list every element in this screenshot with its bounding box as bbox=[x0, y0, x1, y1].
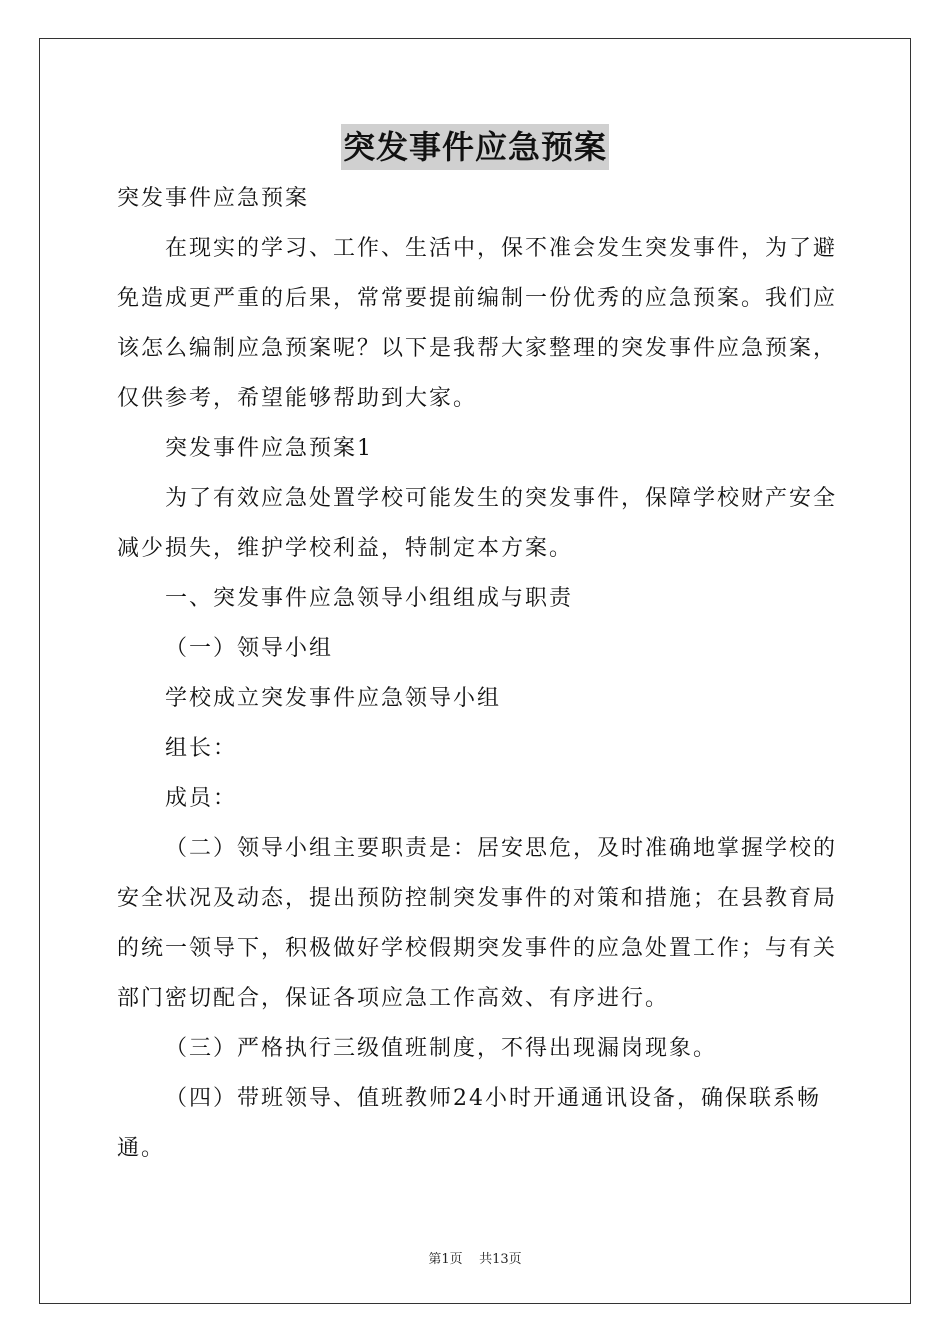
paragraph-line: 组长： bbox=[165, 736, 238, 761]
section-heading: 一、突发事件应急领导小组组成与职责 bbox=[165, 586, 574, 611]
paragraph-line: 免造成更严重的后果，常常要提前编制一份优秀的应急预案。我们应 bbox=[117, 286, 838, 311]
page-border bbox=[39, 38, 911, 1304]
document-subtitle: 突发事件应急预案 bbox=[117, 186, 310, 211]
paragraph-line: （三）严格执行三级值班制度，不得出现漏岗现象。 bbox=[165, 1036, 718, 1061]
paragraph-line: （四）带班领导、值班教师24小时开通通讯设备，确保联系畅 bbox=[165, 1086, 821, 1111]
paragraph-line: 学校成立突发事件应急领导小组 bbox=[165, 686, 502, 711]
paragraph-line: 为了有效应急处置学校可能发生的突发事件，保障学校财产安全 bbox=[165, 486, 838, 511]
section-heading: 突发事件应急预案1 bbox=[165, 436, 373, 461]
paragraph-line: 安全状况及动态，提出预防控制突发事件的对策和措施；在县教育局 bbox=[117, 886, 838, 911]
paragraph-line: 部门密切配合，保证各项应急工作高效、有序进行。 bbox=[117, 986, 670, 1011]
paragraph-line: 在现实的学习、工作、生活中，保不准会发生突发事件，为了避 bbox=[165, 236, 838, 261]
document-title: 突发事件应急预案 bbox=[341, 124, 609, 170]
title-container bbox=[0, 124, 950, 170]
paragraph-line: 成员： bbox=[165, 786, 238, 811]
paragraph-line: （二）领导小组主要职责是：居安思危，及时准确地掌握学校的 bbox=[165, 836, 838, 861]
subsection-heading: （一）领导小组 bbox=[165, 636, 334, 661]
paragraph-line: 减少损失，维护学校利益，特制定本方案。 bbox=[117, 536, 574, 561]
paragraph-line: 的统一领导下，积极做好学校假期突发事件的应急处置工作；与有关 bbox=[117, 936, 838, 961]
paragraph-line: 该怎么编制应急预案呢？以下是我帮大家整理的突发事件应急预案， bbox=[117, 336, 838, 361]
paragraph-line: 通。 bbox=[117, 1136, 166, 1161]
page-footer: 第1页 共13页 bbox=[428, 1252, 522, 1267]
paragraph-line: 仅供参考，希望能够帮助到大家。 bbox=[117, 386, 478, 411]
